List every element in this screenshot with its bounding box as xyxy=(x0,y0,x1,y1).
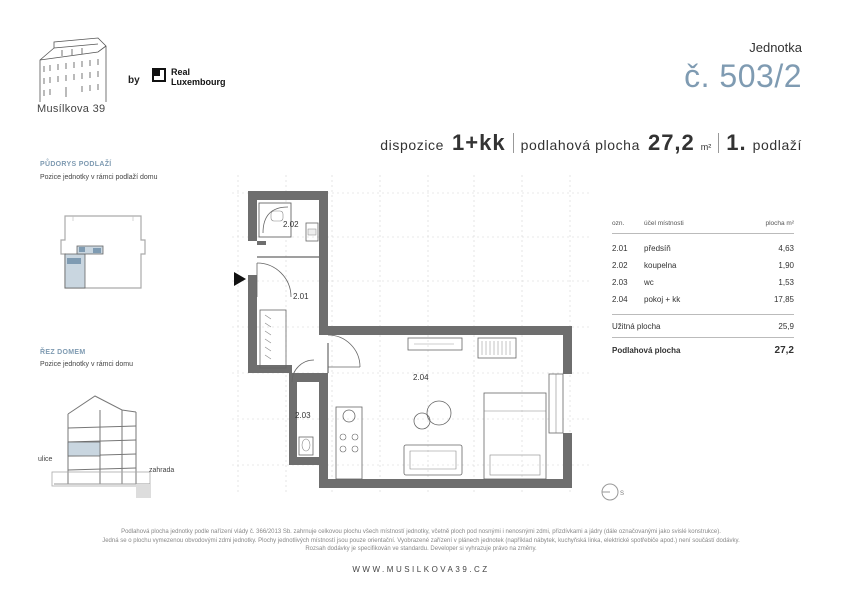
floor-area-total-label: Podlahová plocha xyxy=(612,345,681,355)
header-id: ozn. xyxy=(612,220,625,227)
room-label-2-04: 2.04 xyxy=(413,373,429,382)
floor-area-row xyxy=(612,338,794,362)
room-purpose: wc xyxy=(644,278,654,287)
usable-area-row xyxy=(612,315,794,337)
disposition-label: dispozice xyxy=(380,137,445,153)
disclaimer xyxy=(20,528,822,554)
unit-number: č. 503/2 xyxy=(684,58,802,94)
developer-name xyxy=(171,67,226,87)
table-header xyxy=(612,220,794,234)
street-label: ulice xyxy=(38,456,53,463)
usable-area-label: Užitná plocha xyxy=(612,321,661,331)
rooms-table xyxy=(612,220,794,362)
room-area: 1,90 xyxy=(778,261,794,270)
room-id: 2.02 xyxy=(612,261,628,270)
floor-position-diagram xyxy=(55,210,150,295)
garden-label: zahrada xyxy=(149,467,175,474)
room-id: 2.01 xyxy=(612,244,628,253)
header-area: plocha m² xyxy=(765,220,794,227)
table-row xyxy=(612,240,794,257)
building-logo-icon xyxy=(36,36,108,106)
disclaimer-line: Jedná se o plochu vymezenou obvodovými zdmi jednotky. Plochy jednotlivých místností jsou pouze orientační. Vyobrazené zařízení v plánech jednotek (například nábytek, kuchyňská linka, elektrické spotřebiče apod.) není součástí dodávky. xyxy=(102,537,740,544)
floor-area-unit: m² xyxy=(700,142,712,152)
floor-value: 1. xyxy=(726,130,747,155)
project-name: Musílkova 39 xyxy=(37,103,106,115)
floor-area-value: 27,2 xyxy=(647,130,695,155)
divider xyxy=(718,133,719,153)
room-label-2-02: 2.02 xyxy=(283,220,299,229)
website-link[interactable]: WWW.MUSILKOVA39.CZ xyxy=(352,565,490,574)
disclaimer-line: Rozsah dodávky je specifikován ve standardu. Developer si vyhrazuje právo na změny. xyxy=(305,546,537,552)
room-label-2-03: 2.03 xyxy=(295,411,311,420)
compass-label: S xyxy=(620,491,625,497)
section-caption-subtitle: Pozice jednotky v rámci domu xyxy=(40,361,133,368)
developer-name-line2: Luxembourg xyxy=(171,77,226,87)
room-id: 2.03 xyxy=(612,278,628,287)
floor-plan-caption-title: PŮDORYS PODLAŽÍ xyxy=(40,161,112,168)
floor-label: podlaží xyxy=(752,137,802,153)
building-section-diagram xyxy=(40,388,155,503)
table-row xyxy=(612,291,794,308)
table-row xyxy=(612,274,794,291)
room-purpose: předsíň xyxy=(644,244,671,253)
room-area: 17,85 xyxy=(773,295,794,304)
room-area: 4,63 xyxy=(778,244,794,253)
floor-plan-caption-subtitle: Pozice jednotky v rámci podlaží domu xyxy=(40,174,158,181)
by-label: by xyxy=(128,75,140,86)
room-purpose: koupelna xyxy=(644,261,677,270)
unit-label: Jednotka xyxy=(749,40,802,55)
room-label-2-01: 2.01 xyxy=(293,292,309,301)
unit-summary xyxy=(380,130,802,156)
divider xyxy=(513,133,514,153)
room-area: 1,53 xyxy=(778,278,794,287)
floor-area-label: podlahová plocha xyxy=(520,137,640,153)
room-id: 2.04 xyxy=(612,295,628,304)
section-caption-title: ŘEZ DOMEM xyxy=(40,349,86,356)
header-purpose: účel místnosti xyxy=(644,220,684,227)
floor-area-total-value: 27,2 xyxy=(774,344,794,356)
table-row xyxy=(612,257,794,274)
room-purpose: pokoj + kk xyxy=(644,295,681,304)
disposition-value: 1+kk xyxy=(452,130,506,155)
disclaimer-line: Podlahová plocha jednotky podle nařízení vlády č. 366/2013 Sb. zahrnuje celkovou plochu všech místností jednotky, včetně ploch pod nosnými i nenosnými zdmi, přizdívkami a jádry (dále označovanými jako svislé konstrukce). xyxy=(121,529,721,535)
developer-name-line1: Real xyxy=(171,67,191,77)
developer-logo-corner xyxy=(152,68,160,76)
usable-area-value: 25,9 xyxy=(778,321,794,331)
